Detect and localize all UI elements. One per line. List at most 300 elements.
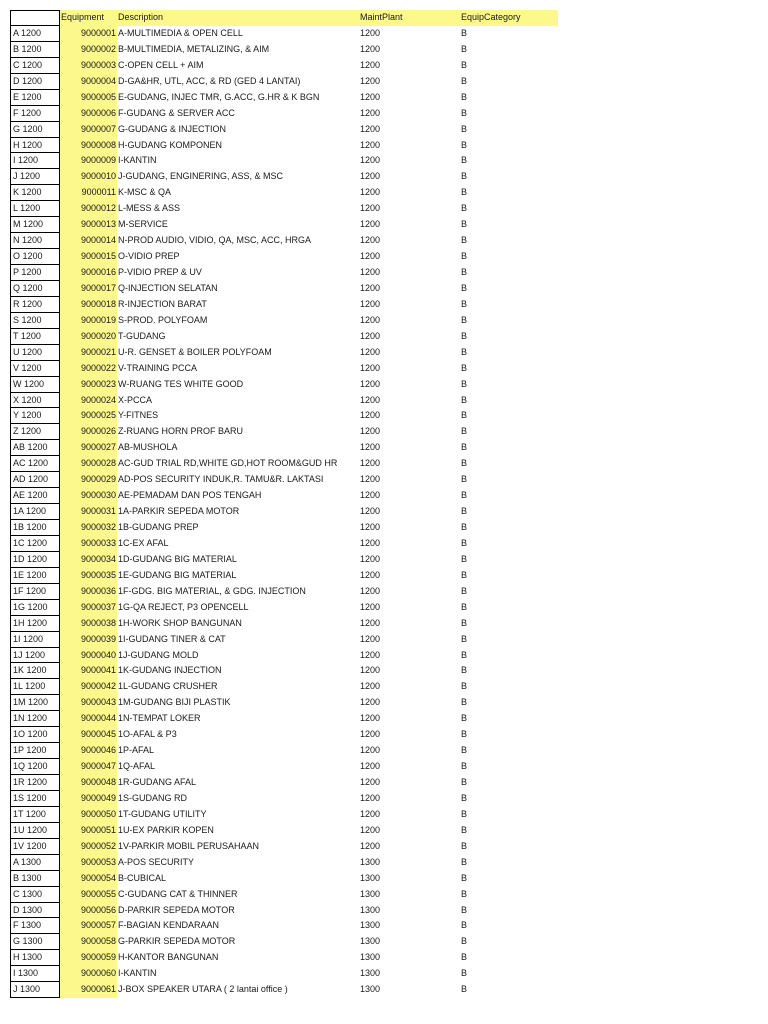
maint-plant-cell[interactable]: 1200 (360, 91, 381, 102)
row-label-cell[interactable]: A 1300 (10, 855, 60, 871)
equipment-cell[interactable]: 9000043 (60, 695, 117, 711)
equipment-cell[interactable]: 9000004 (60, 74, 117, 90)
equip-category-cell[interactable]: B (461, 506, 468, 517)
row-label-cell[interactable]: O 1200 (10, 249, 60, 265)
equip-category-cell[interactable]: B (461, 426, 468, 437)
description-cell[interactable]: Q-INJECTION SELATAN (118, 282, 218, 293)
description-cell[interactable]: B-MULTIMEDIA, METALIZING, & AIM (118, 43, 270, 54)
header-equipment[interactable]: Equipment (60, 10, 117, 26)
equip-category-cell[interactable]: B (461, 904, 468, 915)
row-label-cell[interactable]: 1K 1200 (10, 663, 60, 679)
equip-category-cell[interactable]: B (461, 362, 468, 373)
equipment-cell[interactable]: 9000019 (60, 313, 117, 329)
equipment-cell[interactable]: 9000008 (60, 138, 117, 154)
maint-plant-cell[interactable]: 1200 (360, 633, 381, 644)
equip-category-cell[interactable]: B (461, 633, 468, 644)
row-label-cell[interactable]: 1V 1200 (10, 839, 60, 855)
row-label-cell[interactable]: W 1200 (10, 377, 60, 393)
equipment-cell[interactable]: 9000031 (60, 504, 117, 520)
equip-category-cell[interactable]: B (461, 91, 468, 102)
description-cell[interactable]: E-GUDANG, INJEC TMR, G.ACC, G.HR & K BGN (118, 91, 320, 102)
description-cell[interactable]: 1U-EX PARKIR KOPEN (118, 824, 214, 835)
equipment-cell[interactable]: 9000060 (60, 966, 117, 982)
description-cell[interactable]: 1V-PARKIR MOBIL PERUSAHAAN (118, 840, 260, 851)
maint-plant-cell[interactable]: 1300 (360, 872, 381, 883)
description-cell[interactable]: AB-MUSHOLA (118, 442, 178, 453)
maint-plant-cell[interactable]: 1300 (360, 888, 381, 899)
equip-category-cell[interactable]: B (461, 59, 468, 70)
equipment-cell[interactable]: 9000045 (60, 727, 117, 743)
row-label-cell[interactable]: S 1200 (10, 313, 60, 329)
equip-category-cell[interactable]: B (461, 298, 468, 309)
description-cell[interactable]: H-GUDANG KOMPONEN (118, 139, 223, 150)
equip-category-cell[interactable]: B (461, 840, 468, 851)
equipment-cell[interactable]: 9000026 (60, 424, 117, 440)
maint-plant-cell[interactable]: 1200 (360, 665, 381, 676)
equip-category-cell[interactable]: B (461, 458, 468, 469)
row-label-cell[interactable]: 1F 1200 (10, 584, 60, 600)
description-cell[interactable]: 1Q-AFAL (118, 761, 156, 772)
maint-plant-cell[interactable]: 1200 (360, 442, 381, 453)
maint-plant-cell[interactable]: 1200 (360, 282, 381, 293)
description-cell[interactable]: 1B-GUDANG PREP (118, 522, 199, 532)
equip-category-cell[interactable]: B (461, 267, 468, 277)
equipment-cell[interactable]: 9000039 (60, 632, 117, 648)
equipment-cell[interactable]: 9000012 (60, 201, 117, 217)
row-label-cell[interactable]: 1T 1200 (10, 807, 60, 823)
equip-category-cell[interactable]: B (461, 346, 468, 357)
equipment-cell[interactable]: 9000025 (60, 408, 117, 424)
equip-category-cell[interactable]: B (461, 282, 468, 293)
maint-plant-cell[interactable]: 1200 (360, 506, 381, 517)
equipment-cell[interactable]: 9000056 (60, 903, 117, 919)
equip-category-cell[interactable]: B (461, 330, 468, 341)
row-label-cell[interactable]: B 1300 (10, 871, 60, 887)
row-label-cell[interactable]: J 1300 (10, 982, 60, 998)
maint-plant-cell[interactable]: 1300 (360, 920, 381, 931)
equipment-cell[interactable]: 9000055 (60, 887, 117, 903)
header-label-cell[interactable] (10, 10, 60, 26)
equipment-cell[interactable]: 9000038 (60, 616, 117, 632)
row-label-cell[interactable]: F 1300 (10, 918, 60, 934)
equip-category-cell[interactable]: B (461, 43, 468, 54)
maint-plant-cell[interactable]: 1200 (360, 187, 381, 198)
header-maint-plant[interactable]: MaintPlant (359, 10, 460, 26)
maint-plant-cell[interactable]: 1200 (360, 792, 381, 803)
maint-plant-cell[interactable]: 1200 (360, 123, 381, 134)
description-cell[interactable]: J-GUDANG, ENGINERING, ASS, & MSC (118, 171, 284, 182)
row-label-cell[interactable]: V 1200 (10, 361, 60, 377)
row-label-cell[interactable]: G 1300 (10, 934, 60, 950)
equipment-cell[interactable]: 9000034 (60, 552, 117, 568)
equipment-cell[interactable]: 9000049 (60, 791, 117, 807)
description-cell[interactable]: AE-PEMADAM DAN POS TENGAH (118, 490, 262, 501)
row-label-cell[interactable]: 1L 1200 (10, 679, 60, 695)
description-cell[interactable]: F-BAGIAN KENDARAAN (118, 920, 220, 931)
row-label-cell[interactable]: AB 1200 (10, 440, 60, 456)
maint-plant-cell[interactable]: 1200 (360, 219, 381, 230)
equipment-cell[interactable]: 9000007 (60, 122, 117, 138)
row-label-cell[interactable]: 1N 1200 (10, 711, 60, 727)
equip-category-cell[interactable]: B (461, 952, 468, 963)
description-cell[interactable]: L-MESS & ASS (118, 203, 181, 214)
equip-category-cell[interactable]: B (461, 601, 468, 612)
maint-plant-cell[interactable]: 1200 (360, 203, 381, 214)
equipment-cell[interactable]: 9000047 (60, 759, 117, 775)
equipment-cell[interactable]: 9000023 (60, 377, 117, 393)
equipment-cell[interactable]: 9000009 (60, 153, 117, 169)
description-cell[interactable]: T-GUDANG (118, 330, 166, 341)
equipment-cell[interactable]: 9000035 (60, 568, 117, 584)
row-label-cell[interactable]: AD 1200 (10, 472, 60, 488)
equip-category-cell[interactable]: B (461, 856, 468, 867)
maint-plant-cell[interactable]: 1200 (360, 362, 381, 373)
description-cell[interactable]: H-KANTOR BANGUNAN (118, 952, 219, 963)
equipment-cell[interactable]: 9000052 (60, 839, 117, 855)
maint-plant-cell[interactable]: 1200 (360, 761, 381, 772)
equipment-cell[interactable]: 9000015 (60, 249, 117, 265)
row-label-cell[interactable]: 1A 1200 (10, 504, 60, 520)
maint-plant-cell[interactable]: 1200 (360, 617, 381, 628)
description-cell[interactable]: D-GA&HR, UTL, ACC, & RD (GED 4 LANTAI) (118, 75, 301, 86)
maint-plant-cell[interactable]: 1200 (360, 777, 381, 787)
row-label-cell[interactable]: 1P 1200 (10, 743, 60, 759)
maint-plant-cell[interactable]: 1300 (360, 856, 381, 867)
row-label-cell[interactable]: D 1200 (10, 74, 60, 90)
maint-plant-cell[interactable]: 1200 (360, 251, 381, 262)
equip-category-cell[interactable]: B (461, 553, 468, 564)
equip-category-cell[interactable]: B (461, 155, 468, 166)
description-cell[interactable]: 1F-GDG. BIG MATERIAL, & GDG. INJECTION (118, 585, 306, 596)
maint-plant-cell[interactable]: 1200 (360, 585, 381, 596)
equipment-cell[interactable]: 9000051 (60, 823, 117, 839)
equip-category-cell[interactable]: B (461, 569, 468, 580)
equipment-cell[interactable]: 9000006 (60, 106, 117, 122)
maint-plant-cell[interactable]: 1300 (360, 904, 381, 915)
maint-plant-cell[interactable]: 1200 (360, 346, 381, 357)
maint-plant-cell[interactable]: 1200 (360, 59, 381, 70)
equip-category-cell[interactable]: B (461, 617, 468, 628)
equipment-cell[interactable]: 9000029 (60, 472, 117, 488)
row-label-cell[interactable]: 1Q 1200 (10, 759, 60, 775)
equipment-cell[interactable]: 9000058 (60, 934, 117, 950)
row-label-cell[interactable]: Z 1200 (10, 424, 60, 440)
equipment-cell[interactable]: 9000053 (60, 855, 117, 871)
equipment-cell[interactable]: 9000041 (60, 663, 117, 679)
equipment-cell[interactable]: 9000020 (60, 329, 117, 345)
maint-plant-cell[interactable]: 1200 (360, 155, 381, 166)
row-label-cell[interactable]: Q 1200 (10, 281, 60, 297)
row-label-cell[interactable]: M 1200 (10, 217, 60, 233)
equip-category-cell[interactable]: B (461, 139, 468, 150)
equip-category-cell[interactable]: B (461, 187, 468, 198)
equip-category-cell[interactable]: B (461, 27, 468, 38)
maint-plant-cell[interactable]: 1200 (360, 713, 381, 724)
description-cell[interactable]: R-INJECTION BARAT (118, 298, 207, 309)
maint-plant-cell[interactable]: 1300 (360, 968, 381, 979)
row-label-cell[interactable]: U 1200 (10, 345, 60, 361)
row-label-cell[interactable]: T 1200 (10, 329, 60, 345)
description-cell[interactable]: 1J-GUDANG MOLD (118, 649, 199, 660)
row-label-cell[interactable]: L 1200 (10, 201, 60, 217)
row-label-cell[interactable]: B 1200 (10, 42, 60, 58)
equip-category-cell[interactable]: B (461, 761, 468, 772)
description-cell[interactable]: 1I-GUDANG TINER & CAT (118, 633, 226, 644)
maint-plant-cell[interactable]: 1200 (360, 75, 381, 86)
maint-plant-cell[interactable]: 1200 (360, 139, 381, 150)
equip-category-cell[interactable]: B (461, 824, 468, 835)
maint-plant-cell[interactable]: 1200 (360, 426, 381, 437)
description-cell[interactable]: Y-FITNES (118, 410, 159, 421)
equipment-cell[interactable]: 9000010 (60, 169, 117, 185)
equip-category-cell[interactable]: B (461, 968, 468, 979)
row-label-cell[interactable]: 1J 1200 (10, 648, 60, 664)
description-cell[interactable]: Z-RUANG HORN PROF BARU (118, 426, 244, 437)
equipment-cell[interactable]: 9000024 (60, 393, 117, 409)
maint-plant-cell[interactable]: 1300 (360, 936, 381, 947)
equip-category-cell[interactable]: B (461, 203, 468, 214)
maint-plant-cell[interactable]: 1200 (360, 808, 381, 819)
equipment-cell[interactable]: 9000048 (60, 775, 117, 791)
equipment-cell[interactable]: 9000037 (60, 600, 117, 616)
row-label-cell[interactable]: H 1300 (10, 950, 60, 966)
equip-category-cell[interactable]: B (461, 235, 468, 246)
row-label-cell[interactable]: AC 1200 (10, 456, 60, 472)
row-label-cell[interactable]: 1M 1200 (10, 695, 60, 711)
equip-category-cell[interactable]: B (461, 171, 468, 182)
row-label-cell[interactable]: E 1200 (10, 90, 60, 106)
equipment-cell[interactable]: 9000044 (60, 711, 117, 727)
equipment-cell[interactable]: 9000036 (60, 584, 117, 600)
description-cell[interactable]: V-TRAINING PCCA (118, 362, 198, 373)
equip-category-cell[interactable]: B (461, 251, 468, 262)
equip-category-cell[interactable]: B (461, 474, 468, 485)
row-label-cell[interactable]: 1C 1200 (10, 536, 60, 552)
description-cell[interactable]: X-PCCA (118, 394, 153, 405)
row-label-cell[interactable]: C 1300 (10, 887, 60, 903)
row-label-cell[interactable]: K 1200 (10, 185, 60, 201)
equip-category-cell[interactable]: B (461, 936, 468, 947)
row-label-cell[interactable]: A 1200 (10, 26, 60, 42)
maint-plant-cell[interactable]: 1200 (360, 522, 381, 532)
equip-category-cell[interactable]: B (461, 490, 468, 501)
maint-plant-cell[interactable]: 1200 (360, 490, 381, 501)
description-cell[interactable]: AD-POS SECURITY INDUK,R. TAMU&R. LAKTASI (118, 474, 324, 485)
equip-category-cell[interactable]: B (461, 808, 468, 819)
description-cell[interactable]: 1M-GUDANG BIJI PLASTIK (118, 697, 231, 708)
row-label-cell[interactable]: P 1200 (10, 265, 60, 281)
equipment-cell[interactable]: 9000003 (60, 58, 117, 74)
row-label-cell[interactable]: 1R 1200 (10, 775, 60, 791)
equip-category-cell[interactable]: B (461, 537, 468, 548)
description-cell[interactable]: D-PARKIR SEPEDA MOTOR (118, 904, 235, 915)
equipment-cell[interactable]: 9000027 (60, 440, 117, 456)
row-label-cell[interactable]: 1E 1200 (10, 568, 60, 584)
description-cell[interactable]: U-R. GENSET & BOILER POLYFOAM (118, 346, 272, 357)
maint-plant-cell[interactable]: 1200 (360, 378, 381, 389)
maint-plant-cell[interactable]: 1200 (360, 27, 381, 38)
row-label-cell[interactable]: 1G 1200 (10, 600, 60, 616)
equipment-cell[interactable]: 9000061 (60, 982, 117, 998)
equip-category-cell[interactable]: B (461, 442, 468, 453)
equip-category-cell[interactable]: B (461, 745, 468, 756)
maint-plant-cell[interactable]: 1200 (360, 267, 381, 277)
row-label-cell[interactable]: 1S 1200 (10, 791, 60, 807)
equip-category-cell[interactable]: B (461, 888, 468, 899)
maint-plant-cell[interactable]: 1200 (360, 840, 381, 851)
maint-plant-cell[interactable]: 1200 (360, 697, 381, 708)
maint-plant-cell[interactable]: 1200 (360, 649, 381, 660)
equipment-cell[interactable]: 9000042 (60, 679, 117, 695)
description-cell[interactable]: 1S-GUDANG RD (118, 792, 188, 803)
equip-category-cell[interactable]: B (461, 585, 468, 596)
description-cell[interactable]: 1D-GUDANG BIG MATERIAL (118, 553, 237, 564)
description-cell[interactable]: G-PARKIR SEPEDA MOTOR (118, 936, 236, 947)
equip-category-cell[interactable]: B (461, 410, 468, 421)
equip-category-cell[interactable]: B (461, 314, 468, 325)
description-cell[interactable]: 1G-QA REJECT, P3 OPENCELL (118, 601, 249, 612)
description-cell[interactable]: AC-GUD TRIAL RD,WHITE GD,HOT ROOM&GUD HR (118, 458, 338, 469)
equipment-cell[interactable]: 9000013 (60, 217, 117, 233)
description-cell[interactable]: 1H-WORK SHOP BANGUNAN (118, 617, 242, 628)
equip-category-cell[interactable]: B (461, 522, 468, 532)
equip-category-cell[interactable]: B (461, 713, 468, 724)
row-label-cell[interactable]: 1H 1200 (10, 616, 60, 632)
equipment-cell[interactable]: 9000032 (60, 520, 117, 536)
equip-category-cell[interactable]: B (461, 665, 468, 676)
row-label-cell[interactable]: 1U 1200 (10, 823, 60, 839)
header-description[interactable]: Description (117, 10, 359, 26)
equip-category-cell[interactable]: B (461, 697, 468, 708)
equip-category-cell[interactable]: B (461, 107, 468, 118)
row-label-cell[interactable]: N 1200 (10, 233, 60, 249)
row-label-cell[interactable]: G 1200 (10, 122, 60, 138)
maint-plant-cell[interactable]: 1200 (360, 235, 381, 246)
description-cell[interactable]: F-GUDANG & SERVER ACC (118, 107, 235, 118)
equip-category-cell[interactable]: B (461, 729, 468, 740)
header-equip-category[interactable]: EquipCategory (460, 10, 558, 26)
equipment-cell[interactable]: 9000057 (60, 918, 117, 934)
row-label-cell[interactable]: I 1300 (10, 966, 60, 982)
description-cell[interactable]: I-KANTIN (118, 155, 157, 166)
equipment-cell[interactable]: 9000022 (60, 361, 117, 377)
description-cell[interactable]: P-VIDIO PREP & UV (118, 267, 202, 277)
equipment-cell[interactable]: 9000016 (60, 265, 117, 281)
equip-category-cell[interactable]: B (461, 123, 468, 134)
equip-category-cell[interactable]: B (461, 872, 468, 883)
equipment-cell[interactable]: 9000005 (60, 90, 117, 106)
equipment-cell[interactable]: 9000040 (60, 648, 117, 664)
row-label-cell[interactable]: 1O 1200 (10, 727, 60, 743)
equipment-cell[interactable]: 9000054 (60, 871, 117, 887)
row-label-cell[interactable]: I 1200 (10, 153, 60, 169)
equipment-cell[interactable]: 9000014 (60, 233, 117, 249)
description-cell[interactable]: C-GUDANG CAT & THINNER (118, 888, 238, 899)
description-cell[interactable]: N-PROD AUDIO, VIDIO, QA, MSC, ACC, HRGA (118, 235, 312, 246)
maint-plant-cell[interactable]: 1200 (360, 458, 381, 469)
maint-plant-cell[interactable]: 1200 (360, 394, 381, 405)
maint-plant-cell[interactable]: 1200 (360, 569, 381, 580)
maint-plant-cell[interactable]: 1200 (360, 171, 381, 182)
description-cell[interactable]: M-SERVICE (118, 219, 168, 230)
maint-plant-cell[interactable]: 1200 (360, 314, 381, 325)
row-label-cell[interactable]: 1I 1200 (10, 632, 60, 648)
description-cell[interactable]: O-VIDIO PREP (118, 251, 180, 262)
equipment-cell[interactable]: 9000030 (60, 488, 117, 504)
description-cell[interactable]: 1K-GUDANG INJECTION (118, 665, 222, 676)
description-cell[interactable]: 1R-GUDANG AFAL (118, 777, 197, 787)
description-cell[interactable]: 1T-GUDANG UTILITY (118, 808, 207, 819)
equipment-cell[interactable]: 9000017 (60, 281, 117, 297)
row-label-cell[interactable]: D 1300 (10, 903, 60, 919)
row-label-cell[interactable]: H 1200 (10, 138, 60, 154)
maint-plant-cell[interactable]: 1200 (360, 537, 381, 548)
maint-plant-cell[interactable]: 1200 (360, 410, 381, 421)
row-label-cell[interactable]: Y 1200 (10, 408, 60, 424)
row-label-cell[interactable]: X 1200 (10, 393, 60, 409)
row-label-cell[interactable]: R 1200 (10, 297, 60, 313)
equip-category-cell[interactable]: B (461, 219, 468, 230)
equipment-cell[interactable]: 9000046 (60, 743, 117, 759)
maint-plant-cell[interactable]: 1200 (360, 43, 381, 54)
maint-plant-cell[interactable]: 1200 (360, 824, 381, 835)
description-cell[interactable]: 1N-TEMPAT LOKER (118, 713, 201, 724)
row-label-cell[interactable]: F 1200 (10, 106, 60, 122)
equipment-cell[interactable]: 9000018 (60, 297, 117, 313)
description-cell[interactable]: A-POS SECURITY (118, 856, 195, 867)
description-cell[interactable]: 1L-GUDANG CRUSHER (118, 681, 218, 692)
equipment-cell[interactable]: 9000011 (60, 185, 117, 201)
equip-category-cell[interactable]: B (461, 649, 468, 660)
equipment-cell[interactable]: 9000033 (60, 536, 117, 552)
maint-plant-cell[interactable]: 1300 (360, 952, 381, 963)
row-label-cell[interactable]: J 1200 (10, 169, 60, 185)
description-cell[interactable]: A-MULTIMEDIA & OPEN CELL (118, 27, 243, 38)
description-cell[interactable]: 1E-GUDANG BIG MATERIAL (118, 569, 237, 580)
row-label-cell[interactable]: C 1200 (10, 58, 60, 74)
equip-category-cell[interactable]: B (461, 378, 468, 389)
description-cell[interactable]: I-KANTIN (118, 968, 157, 979)
row-label-cell[interactable]: AE 1200 (10, 488, 60, 504)
maint-plant-cell[interactable]: 1200 (360, 298, 381, 309)
equipment-cell[interactable]: 9000059 (60, 950, 117, 966)
description-cell[interactable]: B-CUBICAL (118, 872, 167, 883)
equip-category-cell[interactable]: B (461, 681, 468, 692)
maint-plant-cell[interactable]: 1200 (360, 681, 381, 692)
equip-category-cell[interactable]: B (461, 777, 468, 787)
description-cell[interactable]: W-RUANG TES WHITE GOOD (118, 378, 244, 389)
equip-category-cell[interactable]: B (461, 984, 468, 995)
equip-category-cell[interactable]: B (461, 75, 468, 86)
equipment-cell[interactable]: 9000050 (60, 807, 117, 823)
maint-plant-cell[interactable]: 1200 (360, 553, 381, 564)
equip-category-cell[interactable]: B (461, 394, 468, 405)
equipment-cell[interactable]: 9000021 (60, 345, 117, 361)
equipment-cell[interactable]: 9000001 (60, 26, 117, 42)
description-cell[interactable]: S-PROD. POLYFOAM (118, 314, 208, 325)
maint-plant-cell[interactable]: 1200 (360, 745, 381, 756)
maint-plant-cell[interactable]: 1200 (360, 107, 381, 118)
equip-category-cell[interactable]: B (461, 792, 468, 803)
maint-plant-cell[interactable]: 1200 (360, 601, 381, 612)
description-cell[interactable]: K-MSC & QA (118, 187, 172, 198)
equipment-cell[interactable]: 9000002 (60, 42, 117, 58)
maint-plant-cell[interactable]: 1300 (360, 984, 381, 995)
maint-plant-cell[interactable]: 1200 (360, 330, 381, 341)
description-cell[interactable]: C-OPEN CELL + AIM (118, 59, 204, 70)
description-cell[interactable]: 1C-EX AFAL (118, 537, 169, 548)
row-label-cell[interactable]: 1B 1200 (10, 520, 60, 536)
